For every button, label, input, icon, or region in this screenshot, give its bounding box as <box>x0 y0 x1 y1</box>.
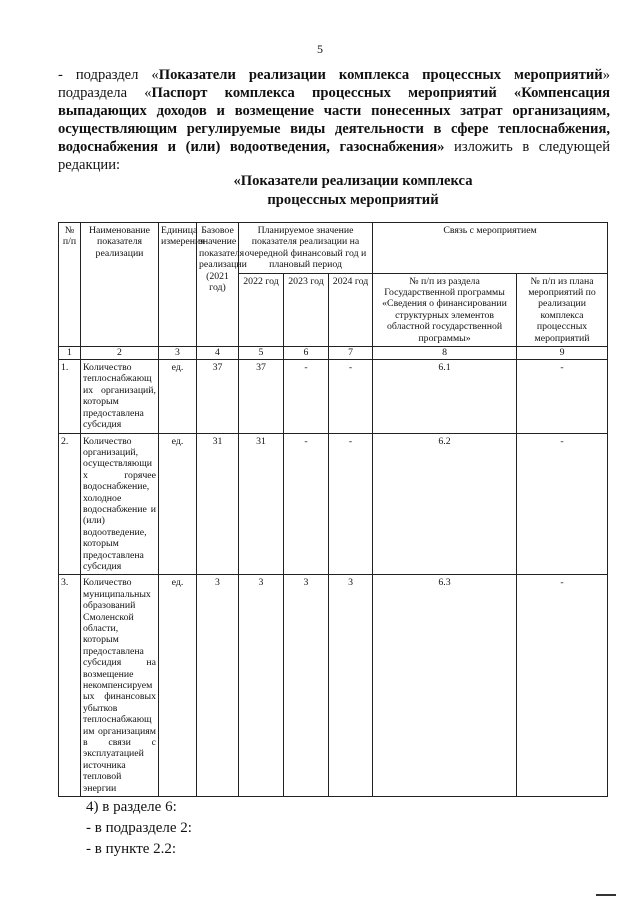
row-2024: 3 <box>329 575 373 797</box>
col-number: 4 <box>197 347 239 360</box>
footer-text <box>86 797 192 860</box>
intro-bold-2: Паспорт комплекса процессных мероприятий «Компенсация выпадающих доходов и возмещение части понесенных затрат организациям, осуществляющим регулируемые виды деятельности в сфере теплоснабжения, водоснабжения и (или) водоотведения, газоснабжения» <box>58 85 610 155</box>
table-heading <box>58 172 640 210</box>
page-edge-mark <box>596 894 616 896</box>
row-num: 3. <box>59 575 81 797</box>
header-link-state: № п/п из раздела Государственной программы «Сведения о финансировании структурных элементов областной государственной программы» <box>373 273 517 346</box>
row-unit: ед. <box>159 575 197 797</box>
row-unit: ед. <box>159 433 197 575</box>
row-link-state: 6.1 <box>373 360 517 433</box>
col-number: 9 <box>517 347 608 360</box>
row-num: 1. <box>59 360 81 433</box>
row-2024: - <box>329 433 373 575</box>
header-link-plan: № п/п из плана мероприятий по реализации комплекса процессных мероприятий <box>517 273 608 346</box>
row-link-state: 6.2 <box>373 433 517 575</box>
row-2023: - <box>284 433 329 575</box>
row-name: Количество теплоснабжающих организаций, которым предоставлена субсидия <box>81 360 159 433</box>
table-row <box>59 360 608 433</box>
row-2022: 31 <box>239 433 284 575</box>
column-numbers-row <box>59 347 608 360</box>
row-base: 3 <box>197 575 239 797</box>
heading-line-2: процессных мероприятий <box>267 192 439 208</box>
header-name: Наименование показателя реализации <box>81 223 159 347</box>
row-link-plan: - <box>517 360 608 433</box>
intro-paragraph <box>58 66 610 174</box>
col-number: 1 <box>59 347 81 360</box>
col-number: 6 <box>284 347 329 360</box>
row-base: 31 <box>197 433 239 575</box>
row-link-state: 6.3 <box>373 575 517 797</box>
col-number: 3 <box>159 347 197 360</box>
footer-line-1: 4) в разделе 6: <box>86 799 177 815</box>
row-name: Количество организаций, осуществляющих горячее водоснабжение, холодное водоснабжение и (или) водоотведение, которым предоставлена субсидия <box>81 433 159 575</box>
row-base: 37 <box>197 360 239 433</box>
row-num: 2. <box>59 433 81 575</box>
row-unit: ед. <box>159 360 197 433</box>
table-row <box>59 575 608 797</box>
header-2023: 2023 год <box>284 273 329 346</box>
header-unit: Единица измерения <box>159 223 197 347</box>
header-num: № п/п <box>59 223 81 347</box>
header-2022: 2022 год <box>239 273 284 346</box>
page-number: 5 <box>317 42 323 56</box>
row-2023: - <box>284 360 329 433</box>
row-link-plan: - <box>517 433 608 575</box>
footer-line-3: - в пункте 2.2: <box>86 841 177 857</box>
header-2024: 2024 год <box>329 273 373 346</box>
intro-text-3: изложить в следующей редакции: <box>58 139 611 173</box>
header-base: Базовое значение показателя реализации (2021 год) <box>197 223 239 347</box>
row-2023: 3 <box>284 575 329 797</box>
footer-line-2: - в подразделе 2: <box>86 820 192 836</box>
header-link: Связь с мероприятием <box>373 223 608 274</box>
row-2022: 37 <box>239 360 284 433</box>
intro-text-2: » подраздела « <box>58 67 610 101</box>
col-number: 8 <box>373 347 517 360</box>
indicators-table <box>58 222 608 797</box>
table-row <box>59 433 608 575</box>
intro-text-1: - подраздел « <box>58 67 159 83</box>
row-2022: 3 <box>239 575 284 797</box>
col-number: 2 <box>81 347 159 360</box>
col-number: 7 <box>329 347 373 360</box>
header-planned: Планируемое значение показателя реализации на очередной финансовый год и плановый период <box>239 223 373 274</box>
row-link-plan: - <box>517 575 608 797</box>
row-name: Количество муниципальных образований Смоленской области, которым предоставлена субсидия на возмещение некомпенсируемых финансовых убытков теплоснабжающим организациям в связи с эксплуатацией источника тепловой энергии <box>81 575 159 797</box>
row-2024: - <box>329 360 373 433</box>
intro-bold-1: Показатели реализации комплекса процессных мероприятий <box>158 67 603 83</box>
heading-line-1: «Показатели реализации комплекса <box>233 173 473 189</box>
col-number: 5 <box>239 347 284 360</box>
